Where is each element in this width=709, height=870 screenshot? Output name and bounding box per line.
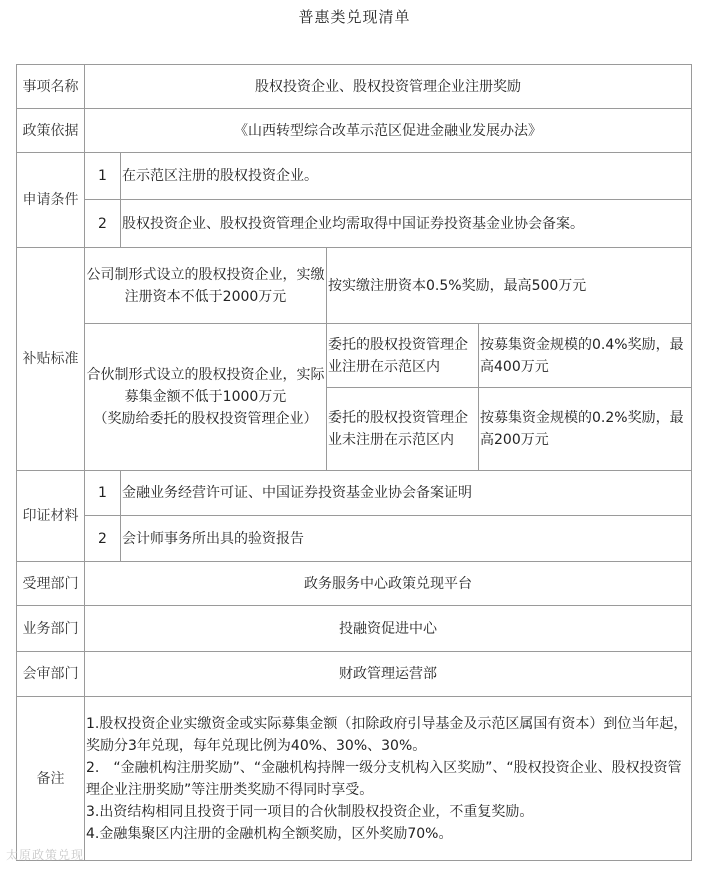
note-line: 1.股权投资企业实缴资金或实际募集金额（扣除政府引导基金及示范区属国有资本）到位当年起，奖励分3年兑现，每年兑现比例为40%、30%、30%。	[86, 715, 688, 754]
policy-basis-value: 《山西转型综合改革示范区促进金融业发展办法》	[85, 109, 692, 153]
partnership-reward: 按募集资金规模的0.4%奖励，最高400万元	[479, 324, 692, 388]
partnership-condition-main: 合伙制形式设立的股权投资企业，实际募集金额不低于1000万元	[86, 367, 325, 405]
accepting-dept-label: 受理部门	[17, 562, 85, 606]
row-subsidy-partnership-1	[17, 324, 692, 388]
policy-basis-label: 政策依据	[17, 109, 85, 153]
review-dept-label: 会审部门	[17, 652, 85, 697]
note-line: 3.出资结构相同且投资于同一项目的合伙制股权投资企业，不重复奖励。	[86, 803, 534, 820]
material-number: 2	[85, 516, 121, 562]
material-number: 1	[85, 471, 121, 516]
row-condition-1	[17, 153, 692, 200]
condition-number: 1	[85, 153, 121, 200]
material-text: 会计师事务所出具的验资报告	[121, 516, 692, 562]
review-dept-value: 财政管理运营部	[85, 652, 692, 697]
row-item-name	[17, 65, 692, 109]
partnership-reward: 按募集资金规模的0.2%奖励，最高200万元	[479, 388, 692, 471]
watermark: 太原政策兑现	[6, 848, 85, 862]
condition-text: 股权投资企业、股权投资管理企业均需取得中国证券投资基金业协会备案。	[121, 200, 692, 248]
business-dept-value: 投融资促进中心	[85, 606, 692, 652]
row-review-dept	[17, 652, 692, 697]
accepting-dept-value: 政务服务中心政策兑现平台	[85, 562, 692, 606]
notes-content	[85, 697, 692, 861]
company-condition: 公司制形式设立的股权投资企业，实缴注册资本不低于2000万元	[85, 248, 327, 324]
company-reward: 按实缴注册资本0.5%奖励，最高500万元	[327, 248, 692, 324]
notes-label: 备注	[17, 697, 85, 861]
row-business-dept	[17, 606, 692, 652]
row-accepting-dept	[17, 562, 692, 606]
conditions-label: 申请条件	[17, 153, 85, 248]
partnership-case: 委托的股权投资管理企业未注册在示范区内	[327, 388, 479, 471]
condition-number: 2	[85, 200, 121, 248]
row-subsidy-company	[17, 248, 692, 324]
partnership-case: 委托的股权投资管理企业注册在示范区内	[327, 324, 479, 388]
note-line: 4.金融集聚区内注册的金融机构全额奖励，区外奖励70%。	[86, 825, 453, 842]
item-name-label: 事项名称	[17, 65, 85, 109]
page-title: 普惠类兑现清单	[298, 8, 411, 26]
policy-table	[16, 64, 692, 861]
row-policy-basis	[17, 109, 692, 153]
note-line: 2. “金融机构注册奖励”、“金融机构持牌一级分支机构入区奖励”、“股权投资企业、股权投资管理企业注册奖励”等注册类奖励不得同时享受。	[86, 759, 682, 798]
partnership-condition	[85, 324, 327, 471]
condition-text: 在示范区注册的股权投资企业。	[121, 153, 692, 200]
row-material-1	[17, 471, 692, 516]
item-name-value: 股权投资企业、股权投资管理企业注册奖励	[85, 65, 692, 109]
materials-label: 印证材料	[17, 471, 85, 562]
business-dept-label: 业务部门	[17, 606, 85, 652]
material-text: 金融业务经营许可证、中国证券投资基金业协会备案证明	[121, 471, 692, 516]
row-notes	[17, 697, 692, 861]
partnership-condition-note: （奖励给委托的股权投资管理企业）	[93, 411, 318, 427]
subsidy-label: 补贴标准	[17, 248, 85, 471]
row-condition-2	[17, 200, 692, 248]
row-material-2	[17, 516, 692, 562]
